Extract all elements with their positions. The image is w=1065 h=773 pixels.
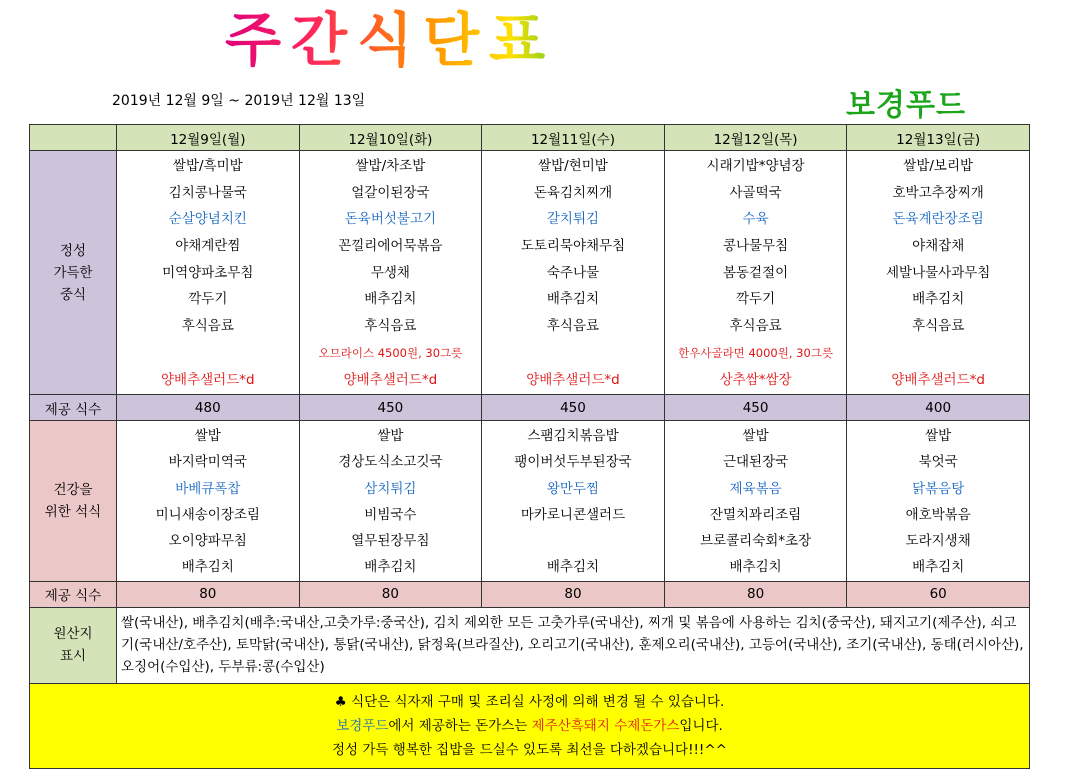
dinner-menu-cell	[482, 421, 665, 582]
menu-item: 양배추샐러드*d	[343, 371, 438, 388]
day-header: 12월10일(화)	[299, 125, 482, 151]
origin-text: 쌀(국내산), 배추김치(배추:국내산,고춧가루:중국산), 김치 제외한 모든 고춧가루(국내산), 찌개 및 볶음에 사용하는 김치(중국산), 돼지고기(제주산), 쇠고기(국내산/호주산), 토막닭(국내산), 통닭(국내산), 닭정육(브라질산), 오리고기(국내산), 훈제오리(국내산), 고등어(국내산), 조기(국내산), 동태(러시아산), 오징어(수입산), 두부류:콩(수입산)	[117, 607, 1030, 683]
lunch-menu-cell	[847, 151, 1030, 395]
menu-item: 후식음료	[181, 318, 234, 335]
day-header: 12월12일(목)	[664, 125, 847, 151]
menu-item: 갈치튀김	[546, 211, 600, 228]
menu-item: 쌀밥	[925, 428, 952, 444]
menu-item: 쌀밥	[377, 428, 404, 444]
menu-item: 돈육계란장조림	[892, 211, 984, 228]
menu-item: 순살양념치킨	[168, 211, 247, 228]
menu-item: 돈육김치찌개	[533, 184, 613, 201]
lunch-menu-cell	[482, 151, 665, 395]
dinner-row	[30, 421, 1030, 582]
menu-item: 잔멸치꽈리조림	[709, 506, 802, 523]
menu-item: 근대된장국	[722, 454, 789, 471]
menu-item: 미니새송이장조림	[155, 506, 260, 523]
count-value: 80	[664, 581, 847, 607]
menu-item: 배추김치	[181, 559, 234, 576]
menu-item: 양배추샐러드*d	[526, 371, 620, 388]
menu-item: 양배추샐러드*d	[891, 371, 985, 388]
date-range: 2019년 12월 9일 ~ 2019년 12월 13일	[112, 93, 366, 109]
menu-item: 브로콜리숙회*초장	[700, 533, 812, 550]
menu-item: 후식음료	[546, 318, 600, 335]
menu-item: 배추김치	[546, 559, 600, 576]
lunch-count-row	[30, 395, 1030, 421]
menu-item: 배추김치	[364, 291, 417, 308]
menu-item: 시래기밥*양념장	[706, 158, 805, 174]
menu-item: 사골떡국	[729, 184, 782, 201]
menu-item: 도토리묵야채무침	[520, 238, 626, 255]
menu-item: 배추김치	[729, 559, 782, 576]
count-value: 80	[482, 581, 665, 607]
menu-item	[117, 340, 299, 367]
menu-item: 쌀밥/보리밥	[903, 158, 974, 174]
menu-item: 배추김치	[364, 559, 417, 576]
menu-item: 깍두기	[736, 291, 776, 308]
menu-item: 양배추샐러드*d	[161, 371, 255, 388]
menu-item: 야채계란찜	[175, 238, 241, 255]
menu-item: 수육	[742, 211, 769, 228]
menu-item: 도라지생채	[905, 533, 971, 550]
count-value: 450	[664, 395, 847, 421]
menu-item: 깍두기	[188, 291, 228, 308]
notice-line-3: 정성 가득 행복한 집밥을 드실수 있도록 최선을 다하겠습니다!!!^^	[332, 741, 727, 758]
lunch-menu-cell	[664, 151, 847, 395]
notice-box	[30, 683, 1030, 768]
count-value: 480	[117, 395, 300, 421]
page-title: 주간식단표	[225, 8, 795, 72]
notice-company: 보경푸드	[336, 717, 389, 734]
dinner-count-row	[30, 581, 1030, 607]
origin-row	[30, 607, 1030, 683]
menu-item	[482, 528, 664, 554]
count-value: 450	[482, 395, 665, 421]
day-header: 12월13일(금)	[847, 125, 1030, 151]
menu-item: 북엇국	[918, 454, 958, 471]
menu-item: 후식음료	[912, 318, 965, 335]
day-header: 12월11일(수)	[482, 125, 665, 151]
menu-item: 콩나물무침	[722, 238, 789, 255]
menu-item: 무생채	[370, 264, 410, 281]
menu-item: 후식음료	[729, 318, 782, 335]
menu-item: 열무된장무침	[351, 533, 430, 550]
menu-item: 팽이버섯두부된장국	[514, 454, 632, 471]
dinner-menu-cell	[664, 421, 847, 582]
menu-item: 쌀밥/현미밥	[538, 158, 608, 174]
menu-item: 제육볶음	[729, 480, 782, 497]
menu-item: 왕만두찜	[546, 480, 600, 497]
menu-item: 상추쌈*쌈장	[719, 371, 792, 388]
menu-item: 애호박볶음	[905, 506, 971, 523]
menu-item: 오이양파무침	[168, 533, 247, 550]
origin-label: 원산지 표시	[30, 607, 117, 683]
count-value: 80	[117, 581, 300, 607]
count-value: 400	[847, 395, 1030, 421]
count-value: 450	[299, 395, 482, 421]
menu-item: 스팸김치볶음밥	[527, 428, 619, 444]
menu-item: 닭볶음탕	[912, 480, 965, 497]
menu-item: 오므라이스 4500원, 30그릇	[318, 345, 463, 360]
menu-item: 배추김치	[912, 559, 965, 576]
menu-item: 바베큐폭찹	[175, 480, 241, 497]
dinner-menu-cell	[117, 421, 300, 582]
menu-item: 마카로니콘샐러드	[520, 506, 626, 523]
menu-item: 숙주나물	[546, 264, 600, 281]
day-header: 12월9일(월)	[117, 125, 300, 151]
menu-item: 한우사골라면 4000원, 30그릇	[678, 345, 833, 360]
menu-item: 비빔국수	[364, 506, 417, 523]
notice-row	[30, 683, 1030, 768]
dinner-label: 건강을 위한 석식	[30, 421, 117, 582]
menu-item: 호박고추장찌개	[892, 184, 984, 201]
lunch-menu-cell	[117, 151, 300, 395]
menu-item	[847, 340, 1029, 367]
lunch-menu-cell	[299, 151, 482, 395]
count-label: 제공 식수	[30, 395, 117, 421]
menu-item	[482, 340, 664, 367]
header-corner	[30, 125, 117, 151]
company-name: 보경푸드	[846, 88, 966, 123]
menu-item: 쌀밥/차조밥	[355, 158, 426, 174]
dinner-menu-cell	[847, 421, 1030, 582]
menu-item: 봄동겉절이	[722, 264, 789, 281]
menu-item: 미역양파초무침	[162, 264, 254, 281]
day-header-row	[30, 125, 1030, 151]
menu-item: 세발나물사과무침	[886, 264, 991, 281]
menu-item: 얼갈이된장국	[351, 184, 430, 201]
menu-item: 쌀밥	[742, 428, 769, 444]
notice-highlight: 제주산흑돼지 수제돈가스	[531, 717, 680, 734]
menu-item: 배추김치	[912, 291, 965, 308]
menu-item: 야채잡채	[912, 238, 965, 255]
menu-item: 돈육버섯불고기	[344, 211, 437, 228]
menu-item: 배추김치	[546, 291, 600, 308]
lunch-row	[30, 151, 1030, 395]
dinner-menu-cell	[299, 421, 482, 582]
lunch-label: 정성 가득한 중식	[30, 151, 117, 395]
menu-item: 쌀밥	[194, 428, 221, 444]
count-label: 제공 식수	[30, 581, 117, 607]
count-value: 80	[299, 581, 482, 607]
count-value: 60	[847, 581, 1030, 607]
menu-item: 삼치튀김	[364, 480, 417, 497]
menu-item: 후식음료	[364, 318, 417, 335]
menu-item: 쌀밥/흑미밥	[172, 158, 243, 174]
menu-item: 김치콩나물국	[168, 184, 247, 201]
menu-item: 바지락미역국	[168, 454, 247, 471]
notice-line-2: 보경푸드에서 제공하는 돈가스는 제주산흑돼지 수제돈가스입니다.	[336, 717, 723, 734]
notice-line-1: ♣ 식단은 식자재 구매 및 조리실 사정에 의해 변경 될 수 있습니다.	[334, 693, 725, 710]
menu-table	[29, 124, 1030, 769]
menu-item: 꼰낄리에어묵볶음	[338, 238, 443, 255]
menu-item: 경상도식소고깃국	[338, 454, 443, 471]
